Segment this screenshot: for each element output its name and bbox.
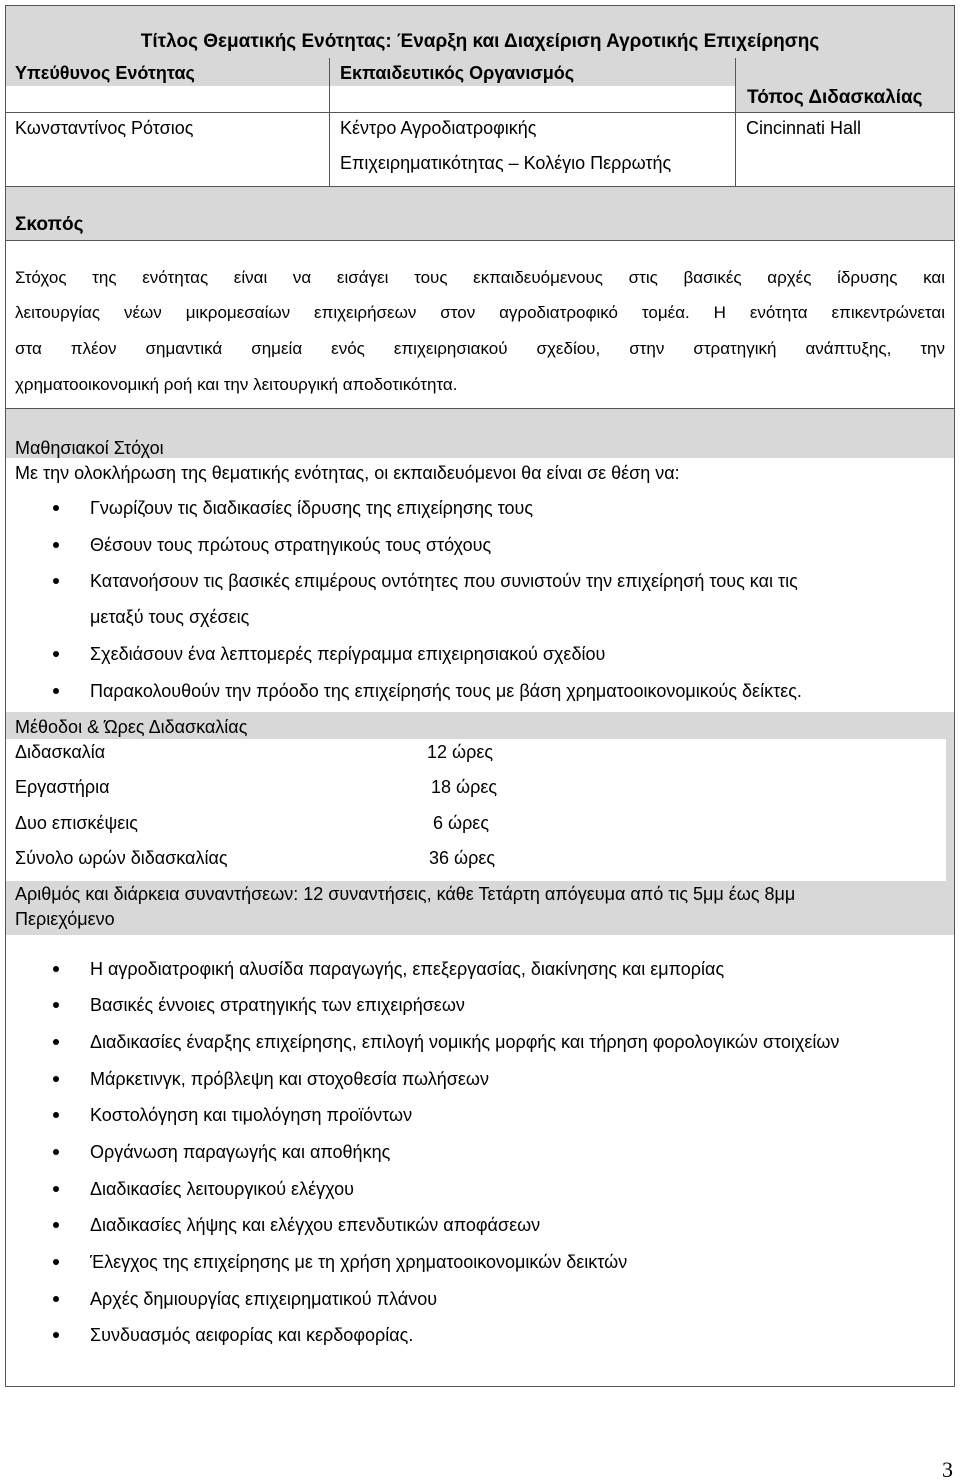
bullet <box>53 542 59 548</box>
bullet <box>53 505 59 511</box>
page-number: 3 <box>942 1457 953 1482</box>
method-label: Δυο επισκέψεις <box>15 813 138 833</box>
content-band <box>6 908 954 935</box>
bullet <box>53 1002 59 1008</box>
page-title: Τίτλος Θεματικής Ενότητας: Έναρξη και Διαχείριση Αγροτικής Επιχείρησης <box>140 31 820 52</box>
content-heading: Περιεχόμενο <box>15 909 115 929</box>
goal-line: λειτουργίας νέων μικρομεσαίων επιχειρήσεων στον αγροδιατροφικό τομέα. Η ενότητα επικεντρώνεται <box>15 303 945 322</box>
bullet <box>53 1186 59 1192</box>
divider <box>6 240 954 241</box>
content-item: Βασικές έννοιες στρατηγικής των επιχειρήσεων <box>90 995 465 1015</box>
objective-item: Κατανοήσουν τις βασικές επιμέρους οντότητες που συνιστούν την επιχείρησή τους και τις <box>90 571 798 591</box>
methods-right-border <box>946 739 954 881</box>
location-header: Τόπος Διδασκαλίας <box>747 87 923 108</box>
responsible-value: Κωνσταντίνος Ρότσιος <box>15 118 194 138</box>
divider <box>6 112 954 113</box>
bullet <box>53 1039 59 1045</box>
methods-heading: Μέθοδοι & Ώρες Διδασκαλίας <box>15 717 248 737</box>
content-item: Μάρκετινγκ, πρόβλεψη και στοχοθεσία πωλήσεων <box>90 1069 489 1089</box>
bullet <box>53 1222 59 1228</box>
content-item: Οργάνωση παραγωγής και αποθήκης <box>90 1142 391 1162</box>
divider <box>735 58 736 186</box>
method-hours: 36 ώρες <box>429 848 496 868</box>
bullet <box>53 1296 59 1302</box>
bullet <box>53 578 59 584</box>
content-item: Διαδικασίες έναρξης επιχείρησης, επιλογή νομικής μορφής και τήρηση φορολογικών στοιχείων <box>90 1032 840 1052</box>
goal-band <box>6 187 954 240</box>
bullet <box>53 651 59 657</box>
content-item: Η αγροδιατροφική αλυσίδα παραγωγής, επεξεργασίας, διακίνησης και εμπορίας <box>90 959 725 979</box>
objective-item: Σχεδιάσουν ένα λεπτομερές περίγραμμα επιχειρησιακού σχεδίου <box>90 644 606 664</box>
content-item: Αρχές δημιουργίας επιχειρηματικού πλάνου <box>90 1289 438 1309</box>
organization-value-line2: Επιχειρηματικότητας – Κολέγιο Περρωτής <box>340 153 672 173</box>
bullet <box>53 966 59 972</box>
objective-item: Θέσουν τους πρώτους στρατηγικούς τους στόχους <box>90 535 492 555</box>
method-label: Εργαστήρια <box>15 777 110 797</box>
objective-item-continued: μεταξύ τους σχέσεις <box>90 607 250 627</box>
goal-heading: Σκοπός <box>15 214 84 235</box>
method-hours: 6 ώρες <box>433 813 490 833</box>
bullet <box>53 1112 59 1118</box>
content-item: Διαδικασίες λήψης και ελέγχου επενδυτικών αποφάσεων <box>90 1215 541 1235</box>
bullet <box>53 1332 59 1338</box>
method-label: Σύνολο ωρών διδασκαλίας <box>15 848 228 868</box>
objective-item: Παρακολουθούν την πρόοδο της επιχείρησής τους με βάση χρηματοοικονομικούς δείκτες. <box>90 681 802 701</box>
content-item: Συνδυασμός αειφορίας και κερδοφορίας. <box>90 1325 414 1345</box>
bullet <box>53 1259 59 1265</box>
bullet <box>53 1149 59 1155</box>
objectives-intro: Με την ολοκλήρωση της θεματικής ενότητας, οι εκπαιδευόμενοι θα είναι σε θέση να: <box>15 463 680 483</box>
meetings-info: Αριθμός και διάρκεια συναντήσεων: 12 συναντήσεις, κάθε Τετάρτη απόγευμα από τις 5μμ έως 8μμ <box>15 884 796 904</box>
objective-item: Γνωρίζουν τις διαδικασίες ίδρυσης της επιχείρησης τους <box>90 498 534 518</box>
divider <box>329 58 330 186</box>
content-item: Έλεγχος της επιχείρησης με τη χρήση χρηματοοικονομικών δεικτών <box>90 1252 628 1272</box>
content-item: Διαδικασίες λειτουργικού ελέγχου <box>90 1179 354 1199</box>
method-label: Διδασκαλία <box>15 742 106 762</box>
content-item: Κοστολόγηση και τιμολόγηση προϊόντων <box>90 1105 413 1125</box>
responsible-header: Υπεύθυνος Ενότητας <box>15 63 195 83</box>
bullet <box>53 688 59 694</box>
method-hours: 12 ώρες <box>427 742 494 762</box>
divider <box>6 408 954 409</box>
organization-value-line1: Κέντρο Αγροδιατροφικής <box>340 118 537 138</box>
goal-line: Στόχος της ενότητας είναι να εισάγει τους εκπαιδευόμενους στις βασικές αρχές ίδρυσης και <box>15 268 945 287</box>
objectives-heading: Μαθησιακοί Στόχοι <box>15 438 164 458</box>
goal-line: στα πλέον σημαντικά σημεία ενός επιχειρησιακού σχεδίου, στην στρατηγική ανάπτυξης, την <box>15 339 945 358</box>
organization-header: Εκπαιδευτικός Οργανισμός <box>340 63 575 83</box>
goal-line: χρηματοοικονομική ροή και την λειτουργική αποδοτικότητα. <box>15 375 458 394</box>
method-hours: 18 ώρες <box>431 777 498 797</box>
bullet <box>53 1076 59 1082</box>
location-value: Cincinnati Hall <box>746 118 862 138</box>
